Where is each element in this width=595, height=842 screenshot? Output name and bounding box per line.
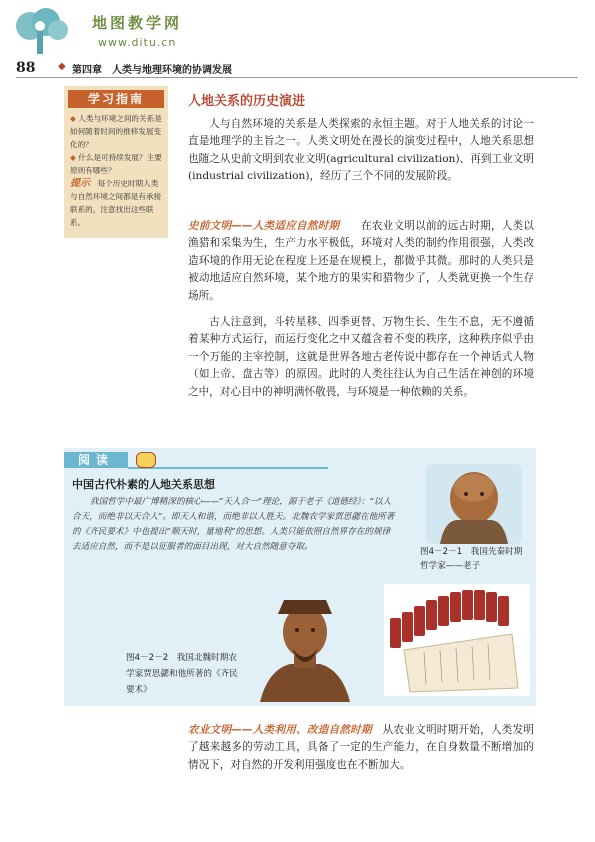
ancient-paragraph: 古人注意到，斗转星移、四季更替、万物生长、生生不息，无不遵循着某种方式运行，而运行变化之中又蕴含着不变的秩序，这种秩序似乎由一个万能的主宰控制，这就是世界各地古老传说中都存在一个神话式人物（如上帝、盘古等）的原因。此时的人类往往认为自己生活在神创的环境之中，对心目中的神明满怀敬畏，与环境是一种依赖的关系。 (188, 316, 534, 398)
diamond-bullet-icon: ◆ (58, 61, 66, 72)
study-guide-title: 学习指南 (68, 90, 164, 108)
study-guide-item-text: 人类与环境之间的关系是如何随着时间的推移发展变化的？ (70, 114, 162, 149)
book-badge-icon (136, 452, 156, 468)
reading-title: 中国古代朴素的人地关系思想 (72, 478, 215, 491)
reading-tab-underline (128, 467, 328, 469)
page-number: 88 (16, 60, 36, 76)
study-guide-hint (70, 177, 164, 229)
figure-caption-laozi: 图4－2－1 我国先秦时期哲学家——老子 (420, 547, 523, 571)
prehistoric-paragraph (188, 218, 534, 305)
laozi-portrait-image (426, 464, 522, 544)
section-title: 人地关系的历史演进 (188, 94, 306, 109)
study-guide-item (70, 151, 164, 177)
diamond-bullet-icon: ◆ (70, 114, 76, 123)
prehistoric-heading: 史前文明——人类适应自然时期 (188, 220, 340, 232)
chapter-title: 第四章 人类与地理环境的协调发展 (72, 65, 232, 76)
hint-text: 每个历史时期人类与自然环境之间都是有承接联系的，注意找出这些联系。 (70, 179, 162, 227)
header-rule (16, 77, 578, 78)
prehistoric-text: 在农业文明以前的远古时期，人类以渔猎和采集为生，生产力水平极低，环境对人类的制约作用很强，人类改造环境的作用无论在程度上还是在规模上，都微乎其微。那时的人类只是被动地适应自然环境，某个地方的果实和猎物少了，人类就更换一个生存场所。 (188, 220, 535, 302)
intro-paragraph: 人与自然环境的关系是人类探索的永恒主题。对于人地关系的讨论一直是地理学的主旨之一。人类文明处在漫长的演变过程中，人地关系思想也随之从史前文明到农业文明(agricultural civilization)、再到工业文明(industrial civilization)，经历了三个不同的发展阶段。 (188, 118, 534, 183)
bamboo-slips-book-image (384, 584, 530, 696)
reading-tab: 阅读 (64, 452, 128, 468)
study-guide-item (70, 112, 164, 151)
watermark-url: www.ditu.cn (98, 36, 177, 49)
study-guide-item-text: 什么是可持续发展？主要原则有哪些？ (70, 153, 162, 175)
study-guide-box (64, 86, 168, 238)
agriculture-heading: 农业文明——人类利用、改造自然时期 (188, 724, 372, 736)
agriculture-text: 从农业文明时期开始，人类发明了越来越多的劳动工具，具备了一定的生产能力，在自身数量不断增加的情况下，对自然的开发利用强度也在不断加大。 (188, 724, 535, 771)
jia-sixie-statue-image (240, 592, 370, 702)
agriculture-paragraph (188, 722, 534, 774)
watermark-site-name: 地图教学网 (92, 14, 183, 32)
tree-logo-icon (10, 6, 72, 56)
hint-label: 提示 (70, 178, 90, 189)
reading-text: 我国哲学中最广博精深的核心——“天人合一”理论，源于老子《道德经》：“以人合天，而绝非以天合人”。即天人和谐，而绝非以人胜天。北魏农学家贾思勰在他所著的《齐民要术》中也提出“顺天时，量地利”的思想。人类只能依照自然界存在的规律去适应自然，而不是以征服者的面目出现，对大自然随意夺取。 (72, 497, 395, 552)
diamond-bullet-icon: ◆ (70, 153, 76, 162)
study-guide-body (70, 112, 164, 229)
figure-caption-jia-sixie: 图4－2－2 我国北魏时期农学家贾思勰和他所著的《齐民要术》 (126, 653, 238, 695)
